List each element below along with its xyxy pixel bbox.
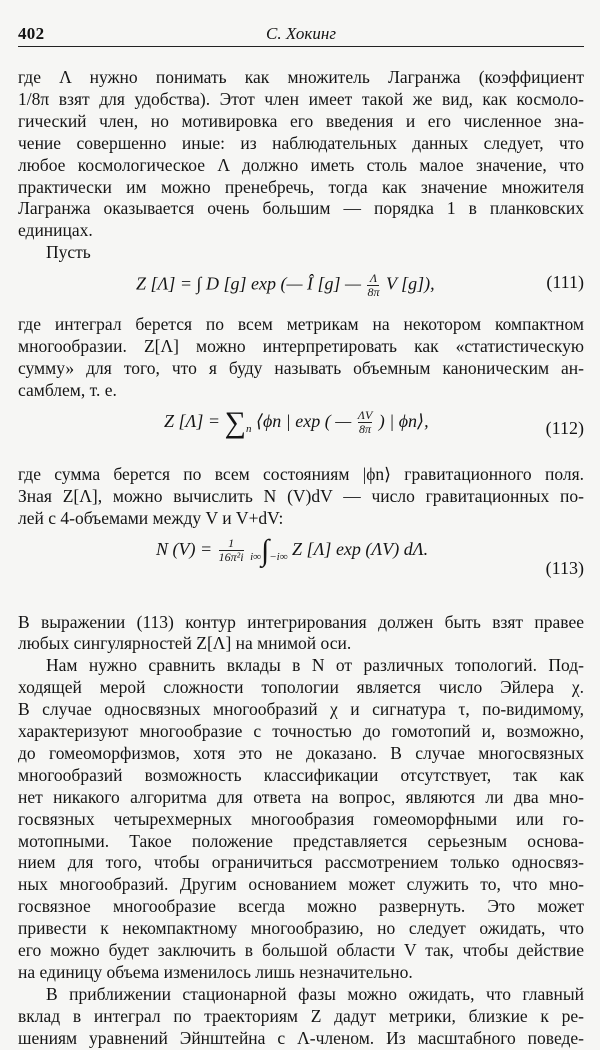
sum-operator (224, 405, 252, 439)
text-line: лей с 4-объемами между V и V+dV: (18, 507, 284, 528)
eq112-fraction (358, 409, 373, 436)
text-line: В выражении (113) контур интегрирования должен быть взят правее (18, 611, 584, 632)
frac-denominator: 8π (367, 285, 380, 300)
frac-numerator: Λ (369, 271, 378, 286)
eq111-rhs: V [g]), (385, 273, 435, 294)
text-line: любых сингулярностей Z[Λ] на мнимой оси. (18, 633, 352, 654)
text-line: где сумма берется по всем состояниям |ϕn⟩ гравитационного поля. (18, 463, 584, 484)
paragraph-3 (18, 464, 584, 530)
text-line: единицах. (18, 220, 93, 241)
text-line: ходящей мерой сложности топологии является число Эйлера χ. (18, 677, 584, 698)
paragraph-1 (18, 67, 584, 242)
book-page (18, 20, 584, 1050)
eq112-lhs: Z [Λ] = (164, 410, 221, 431)
sum-index: n (245, 422, 252, 435)
text-line: 1/8π взят для удобства). Этот член имеет такой же вид, как космоло- (18, 88, 584, 109)
sum-symbol: ∑ (224, 405, 246, 439)
let-line (18, 242, 584, 264)
paragraph-2 (18, 314, 584, 402)
running-title: С. Хокинг (266, 24, 336, 43)
paragraph-5 (18, 655, 584, 984)
eq111-lhs: Z [Λ] = ∫ D [g] exp (— Î [g] — (136, 273, 361, 294)
frac-numerator: ΛV (357, 408, 373, 423)
paragraph-4 (18, 612, 584, 656)
integral-lower-limit: −i∞ (269, 550, 288, 563)
text-line: его можно будет заключить в большой области V так, чтобы действие (18, 940, 584, 961)
text-line: Нам нужно сравнить вклады в N от различных топологий. Под- (46, 655, 584, 676)
text-line: многообразий возможность классификации отсутствует, так как (18, 764, 584, 785)
text-line: госвязное многообразие всегда можно развернуть. Это может (18, 896, 584, 917)
text-line: характеризуют многообразие с точностью до гомотопий и, возможно, (18, 721, 584, 742)
text-line: В приближении стационарной фазы можно ожидать, что главный (46, 983, 584, 1004)
eq113-rhs: Z [Λ] exp (ΛV) dΛ. (292, 538, 429, 559)
text-line: любое космологическое Λ должно иметь столь малое значение, что (18, 154, 584, 175)
page-header (18, 20, 584, 47)
eq111-fraction (367, 272, 379, 299)
text-line: многообразии. Z[Λ] можно интерпретировать как «статистическую (18, 336, 584, 357)
text-line: чение совершенно иные: из наблюдательных данных следует, что (18, 132, 584, 153)
text-line: Лагранжа оказывается очень большим — порядка 1 в планковских (18, 198, 584, 219)
integral-upper-limit: i∞ (250, 550, 261, 563)
text-line: привести к некомпактному многообразию, но следует ожидать, что (18, 918, 584, 939)
eq112-mid: ⟨ϕn | exp ( — (255, 410, 352, 431)
equation-number: (113) (545, 557, 584, 578)
text-line: нием для того, чтобы ограничиться рассмотрением только односвяз- (18, 852, 584, 873)
text-line: шениям уравнений Эйнштейна с Λ-членом. Из масштабного поведе- (18, 1027, 584, 1048)
integral-operator (250, 533, 288, 567)
text-line: ных многообразий. Другим основанием может служить то, что мно- (18, 874, 584, 895)
text-line: Зная Z[Λ], можно вычислить N (V)dV — число гравитационных по- (18, 485, 584, 506)
text-line: В случае односвязных многообразий χ и сигнатура τ, по-видимому, (18, 699, 584, 720)
page-number: 402 (18, 24, 45, 43)
equation-113 (18, 530, 584, 612)
equation-112 (18, 402, 584, 458)
frac-denominator: 8π (358, 422, 371, 437)
paragraph-6 (18, 984, 584, 1050)
text-line: мотопными. Такое положение представляется серьезным основа- (18, 830, 584, 851)
eq113-fraction (219, 537, 244, 564)
equation-number: (111) (546, 272, 584, 293)
text-line: самблем, т. е. (18, 379, 117, 400)
text-line: госвязных четырехмерных многообразия гомеоморфными или го- (18, 808, 584, 829)
text-line: вклад в интеграл по траекториям Z дадут метрики, близкие к ре- (18, 1005, 584, 1026)
text-line: до гомеоморфизмов, хотя это не доказано. В случае многосвязных (18, 742, 584, 763)
integral-symbol: ∫ (261, 533, 270, 567)
text-line: где интеграл берется по всем метрикам на некотором компактном (18, 314, 584, 335)
equation-111 (18, 262, 584, 306)
text-line: где Λ нужно понимать как множитель Лагранжа (коэффициент (18, 67, 584, 87)
text-line: Пусть (46, 242, 91, 263)
frac-denominator: 16π²i (218, 550, 244, 564)
text-line: нет никакого алгоритма для ответа на вопрос, являются ли два мно- (18, 786, 584, 807)
text-line: практически им можно пренебречь, тогда как значение множителя (18, 176, 584, 197)
text-line: гический член, но мотивировка его введения и его численное зна- (18, 110, 584, 131)
frac-numerator: 1 (228, 536, 235, 550)
text-line: на единицу объема изменилось лишь незначительно. (18, 962, 413, 982)
eq112-rhs: ) | ϕn⟩, (378, 410, 429, 431)
eq113-lhs: N (V) = (156, 538, 213, 559)
equation-number: (112) (545, 417, 584, 438)
text-line: сумму» для того, что я буду называть объемным каноническим ан- (18, 357, 584, 378)
